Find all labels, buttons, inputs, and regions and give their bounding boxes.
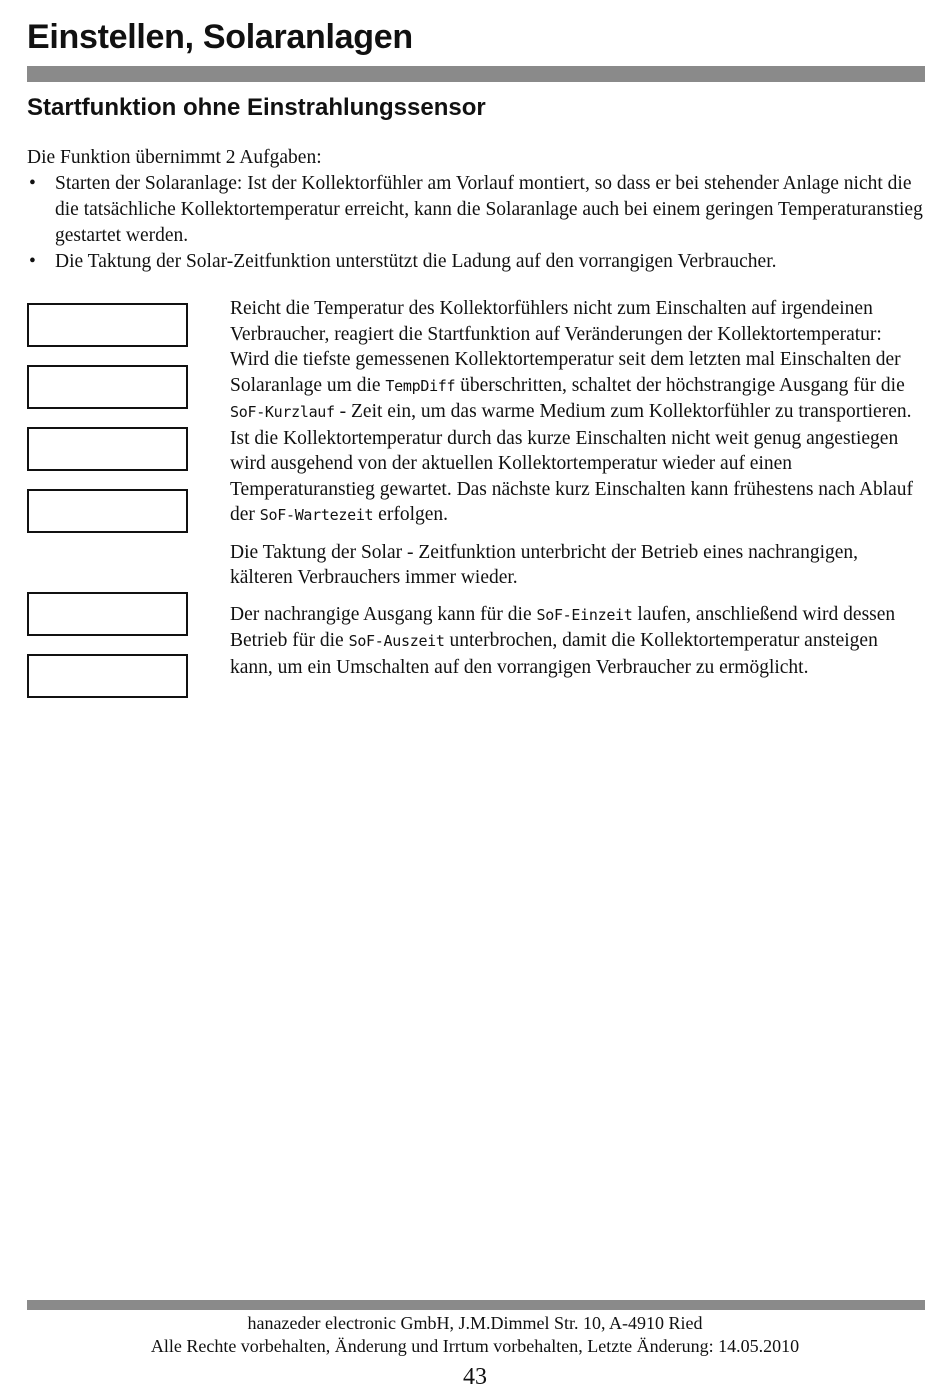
lcd-line <box>37 470 186 471</box>
paragraph-taktung: Die Taktung der Solar - Zeitfunktion unterbricht der Betrieb eines nachrangigen, kälteren Verbrauchers immer wieder. <box>230 541 859 588</box>
bullet-icon: • <box>29 251 36 272</box>
paragraph-startfunktion <box>230 296 925 529</box>
footer-company: hanazeder electronic GmbH, J.M.Dimmel Str. 10, A-4910 Ried <box>247 1313 703 1333</box>
intro-lead: Die Funktion übernimmt 2 Aufgaben: <box>27 147 322 168</box>
bullet-icon: • <box>29 173 36 194</box>
paragraph-nachrangig <box>230 602 925 681</box>
footer-divider <box>27 1300 925 1310</box>
parameter-name: TempDiff <box>385 376 456 395</box>
list-item-text: Starten der Solaranlage: Ist der Kollektorfühler am Vorlauf montiert, so dass er bei stehender Anlage nicht die die tatsächliche Kollektortemperatur erreicht, kann die Solaranlage auch bei einem geringen Temperaturanstieg gestartet werden. <box>55 173 923 246</box>
paragraph-text: Wird die tiefste gemessenen Kollektortemperatur seit dem letzten mal Einschalten der Solaranlage um die <box>230 349 901 396</box>
lcd-display-wartezeit <box>27 427 188 471</box>
lcd-line <box>37 346 186 347</box>
lcd-line <box>37 408 186 409</box>
footer-rights: Alle Rechte vorbehalten, Änderung und Irrtum vorbehalten, Letzte Änderung: 14.05.2010 <box>150 1336 800 1356</box>
parameter-name: SoF-Einzeit <box>536 605 633 624</box>
intro-block <box>27 145 925 275</box>
lcd-line <box>37 532 186 533</box>
paragraph-text: unterbrochen, damit die Kollektortemperatur ansteigen kann, um ein Umschalten auf den vorrangigen Verbraucher zu ermöglicht. <box>230 630 878 678</box>
paragraph-text: überschritten, schaltet der höchstrangige Ausgang für die <box>455 374 905 396</box>
list-item <box>27 249 925 275</box>
lcd-line <box>37 635 186 636</box>
lcd-line <box>37 697 186 698</box>
page-title: Einstellen, Solaranlagen <box>27 18 413 56</box>
paragraph-text: laufen, anschließend wird dessen Betrieb für die <box>230 603 896 651</box>
parameter-name: SoF-Auszeit <box>348 632 445 650</box>
paragraph-text: Der nachrangige Ausgang kann für die <box>230 603 537 625</box>
paragraph-text: Reicht die Temperatur des Kollektorfühlers nicht zum Einschalten auf irgendeinen Verbraucher, reagiert die Startfunktion auf Veränderungen der Kollektortemperatur: <box>230 298 882 345</box>
header-divider <box>27 66 925 82</box>
paragraph-text: erfolgen. <box>373 504 449 525</box>
list-item <box>27 171 925 249</box>
list-item-text: Die Taktung der Solar-Zeitfunktion unterstützt die Ladung auf den vorrangigen Verbraucher. <box>55 251 777 272</box>
paragraph-text: - Zeit ein, um das warme Medium zum Kollektorfühler zu transportieren. Ist die Kollektortemperatur durch das kurze Einschalten nicht weit genug angestiegen wird ausgehend von der aktuellen Kollektortemperatur wieder auf einen Temperaturanstieg gewartet. Das nächste kurz Einschalten kann frühestens nach Ablauf der <box>230 401 914 525</box>
lcd-display-kurzlauf <box>27 489 188 533</box>
lcd-display-solar-funktion <box>27 303 188 347</box>
parameter-name: SoF-Kurzlauf <box>230 403 335 421</box>
section-heading: Startfunktion ohne Einstrahlungssensor <box>27 94 486 121</box>
lcd-display-auszeit <box>27 654 188 698</box>
page-number: 43 <box>463 1364 487 1390</box>
lcd-display-einzeit <box>27 592 188 636</box>
body-text <box>230 296 925 691</box>
lcd-display-tempdiff <box>27 365 188 409</box>
parameter-name: SoF-Wartezeit <box>259 506 374 524</box>
intro-list <box>27 171 925 275</box>
